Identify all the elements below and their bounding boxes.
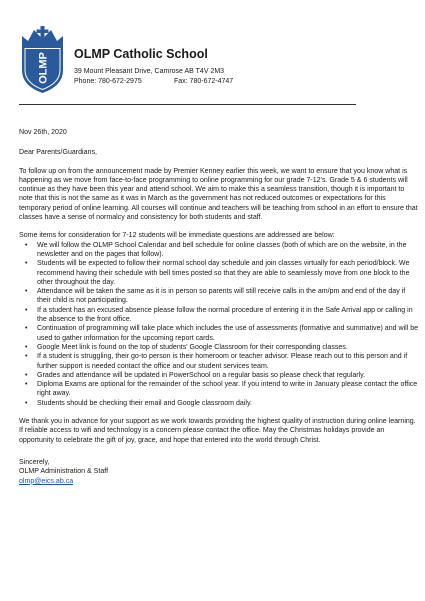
email-link[interactable]: olmp@eics.ab.ca [19,477,74,485]
list-item: • Students will be expected to follow their normal school day schedule and join classes virtually for each period/block. We recommend having their schedule with bell times posted so that they are able to seamlessly move from one block to the other throughout the day. [25,260,410,286]
list-intro: Some items for consideration for 7-12 students will be immediate questions are addressed are below: [19,232,335,240]
letter-body [19,128,419,486]
signatory: OLMP Administration & Staff [19,468,109,476]
list-item: • If a student is struggling, their go-to person is their homeroom or teacher advisor. Please reach out to this person and if further support is needed contact the office and our student services team. [25,353,408,370]
list-item: • Google Meet link is found on the top of students' Google Classroom for their corresponding classes. [25,343,348,351]
school-contact-block [74,67,233,87]
letter-greeting: Dear Parents/Guardians, [19,149,97,157]
signoff-block [19,458,419,486]
school-name: OLMP Catholic School [74,47,208,61]
letterhead-divider [19,104,356,105]
thanks-paragraph: We thank you in advance for your support as we work towards providing the highest quality of instruction during online learning. If reliable access to wifi and technology is a concern please contact the office. May the Christmas holidays provide an opportunity to celebrate the gift of joy, grace, and hope that entered into the world through Christ. [19,418,416,444]
list-item: • Continuation of programming will take place which includes the use of assessments (formative and summative) and will be used to gather information for the upcoming report cards. [25,325,419,342]
list-item: • We will follow the OLMP School Calendar and bell schedule for online classes (both of which are on the website, in the newsletter and on the pages that follow). [25,241,407,258]
logo-lettering: OLMP [37,52,50,84]
school-fax: Fax: 780-672-4747 [174,78,234,85]
closing: Sincerely, [19,458,50,466]
list-item: • Grades and attendance will be updated in PowerSchool on a regular basis so please check that regularly. [25,371,366,379]
list-item: • If a student has an excused absence please follow the normal procedure of entering it in the Safe Arrival app or calling in the absence to the front office. [25,306,413,324]
olmp-crest-icon [19,26,66,94]
list-item: • Students should be checking their email and Google classroom daily. [25,399,252,407]
list-item: • Attendance will be taken the same as it is in person so parents will still receive calls in the am/pm and end of the day if their child is not participating. [25,288,406,305]
letter-date: Nov 26th, 2020 [19,129,67,136]
school-address: 39 Mount Pleasant Drive, Camrose AB T4V 2M3 [74,68,225,75]
list-item: • Diploma Exams are optional for the remainder of the school year. If you intend to write in January please contact the office right away. [25,381,418,398]
intro-paragraph: To follow up on from the announcement made by Premier Kenney earlier this week, we want to ensure that you know what is happening as we move from face-to-face programming to online programming for our grade 7-12's. Grade 5 & 6 students will continue as they have been this year and attend school. We aim to make this a seamless transition, though it is important to note that this is not the same as it was in March as the government has not reduced outcomes or expectations for this temporary period of online learning. All courses will continue and teachers will be teaching from school in an effort to ensure that classes have a sense of normalcy and consistency for both students and staff. [19,167,418,222]
school-phone: Phone: 780-672-2975 [74,78,142,85]
consideration-list [19,241,419,408]
